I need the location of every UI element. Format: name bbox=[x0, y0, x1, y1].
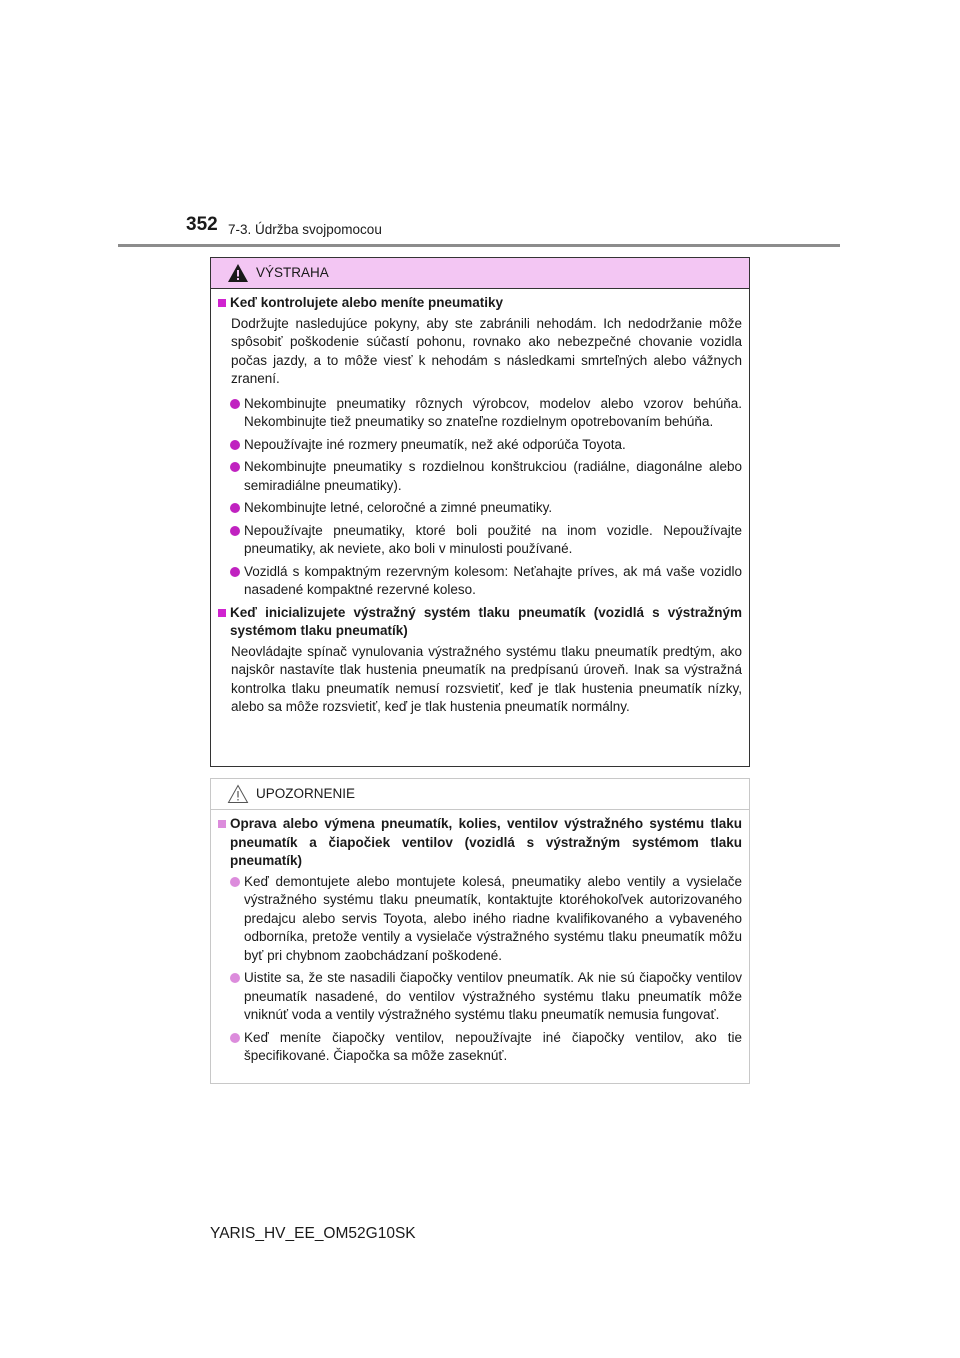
warning-section-text: Neovládajte spínač vynulovania výstražného systému tlaku pneumatík predtým, ako najskôr nastavíte tlak hustenia pneumatík na predpísanú úroveň. Inak sa výstražná kontrolka tlaku pneumatík nemusí rozsvietiť, keď je tlak hustenia pneumatík nízky, alebo sa môže rozsvietiť, keď je tlak hustenia pneumatík normálny. bbox=[231, 643, 742, 714]
header-divider bbox=[118, 244, 840, 247]
caution-section-heading-text: Oprava alebo výmena pneumatík, kolies, ventilov výstražného systému tlaku pneumatík a čiapočiek ventilov (vozidlá s výstražným systémom tlaku pneumatík) bbox=[230, 816, 742, 868]
warning-section-heading-text: Keď kontrolujete alebo meníte pneumatiky bbox=[230, 295, 504, 310]
warning-intro-text: Dodržujte nasledujúce pokyny, aby ste zabránili nehodám. Ich nedodržanie môže spôsobiť poškodenie súčastí pohonu, rovnako ako nebezpečné chovanie vozidla počas jazdy, a to môže viesť k nehodám s následkami smrteľných alebo vážnych zranení. bbox=[231, 315, 742, 386]
list-item bbox=[218, 522, 742, 559]
list-item bbox=[218, 969, 742, 1025]
circle-bullet-icon bbox=[230, 440, 240, 450]
circle-bullet-icon bbox=[230, 399, 240, 409]
list-item-text: Keď demontujete alebo montujete kolesá, pneumatiky alebo ventily a vysielače výstražného systému tlaku pneumatík, kontaktujte ktoréhokoľvek autorizovaného predajcu alebo servis Toyota, alebo iného riadne kvalifikovaného a vybaveného odborníka, pretože ventily a vysielače výstražného systému tlaku pneumatík môžu byť pri chybnom zaobchádzaní poškodené. bbox=[244, 873, 742, 963]
warning-box bbox=[210, 257, 750, 767]
warning-header bbox=[211, 258, 749, 289]
list-item bbox=[218, 873, 742, 966]
circle-bullet-icon bbox=[230, 973, 240, 983]
circle-bullet-icon bbox=[230, 567, 240, 577]
warning-section-heading bbox=[218, 294, 742, 313]
list-item bbox=[218, 395, 742, 432]
list-item-text: Keď meníte čiapočky ventilov, nepoužívajte iné čiapočky ventilov, ako tie špecifikované. Čiapočka sa môže zaseknúť. bbox=[244, 1029, 742, 1063]
list-item-text: Vozidlá s kompaktným rezervným kolesom: Neťahajte príves, ak má vaše vozidlo nasadené kompaktné rezervné koleso. bbox=[244, 563, 742, 597]
square-bullet-icon bbox=[218, 299, 226, 307]
circle-bullet-icon bbox=[230, 503, 240, 513]
list-item-text: Nekombinujte letné, celoročné a zimné pneumatiky. bbox=[244, 500, 553, 515]
warning-title: VÝSTRAHA bbox=[256, 265, 329, 280]
square-bullet-icon bbox=[218, 820, 226, 828]
list-item bbox=[218, 1029, 742, 1066]
section-title: 7-3. Údržba svojpomocou bbox=[228, 222, 382, 237]
caution-header bbox=[211, 779, 749, 810]
circle-bullet-icon bbox=[230, 526, 240, 536]
circle-bullet-icon bbox=[230, 1033, 240, 1043]
list-item bbox=[218, 563, 742, 600]
square-bullet-icon bbox=[218, 609, 226, 617]
warning-body bbox=[211, 289, 749, 717]
caution-title: UPOZORNENIE bbox=[256, 786, 356, 801]
caution-triangle-outline-icon bbox=[227, 784, 249, 804]
list-item-text: Nekombinujte pneumatiky rôznych výrobcov, modelov alebo vzorov behúňa. Nekombinujte tiež pneumatiky so znateľne rozdielnym opotrebovaním behúňa. bbox=[244, 395, 742, 429]
caution-body bbox=[211, 810, 749, 1066]
circle-bullet-icon bbox=[230, 877, 240, 887]
caution-box bbox=[210, 778, 750, 1084]
caution-section-heading bbox=[218, 815, 742, 871]
warning-section-heading-text: Keď inicializujete výstražný systém tlaku pneumatík (vozidlá s výstražným systémom tlaku pneumatík) bbox=[230, 604, 742, 638]
warning-triangle-filled-icon bbox=[227, 263, 249, 283]
circle-bullet-icon bbox=[230, 462, 240, 472]
page-number: 352 bbox=[186, 214, 218, 235]
list-item-text: Uistite sa, že ste nasadili čiapočky ventilov pneumatík. Ak nie sú čiapočky ventilov pneumatík nasadené, do ventilov výstražného systému tlaku pneumatík môže vniknúť voda a ventily výstražného systému tlaku pneumatík nemusia fungovať. bbox=[244, 970, 742, 1022]
list-item-text: Nepoužívajte pneumatiky, ktoré boli použité na inom vozidle. Nepoužívajte pneumatiky, ak neviete, ako boli v minulosti používané. bbox=[244, 522, 742, 556]
list-item bbox=[218, 436, 742, 455]
document-code: YARIS_HV_EE_OM52G10SK bbox=[210, 1225, 416, 1242]
warning-section-heading bbox=[218, 604, 742, 641]
list-item bbox=[218, 458, 742, 495]
list-item-text: Nepoužívajte iné rozmery pneumatík, než aké odporúča Toyota. bbox=[244, 436, 626, 452]
list-item-text: Nekombinujte pneumatiky s rozdielnou konštrukciou (radiálne, diagonálne alebo semiradiálne pneumatiky). bbox=[244, 459, 742, 493]
list-item bbox=[218, 499, 742, 518]
